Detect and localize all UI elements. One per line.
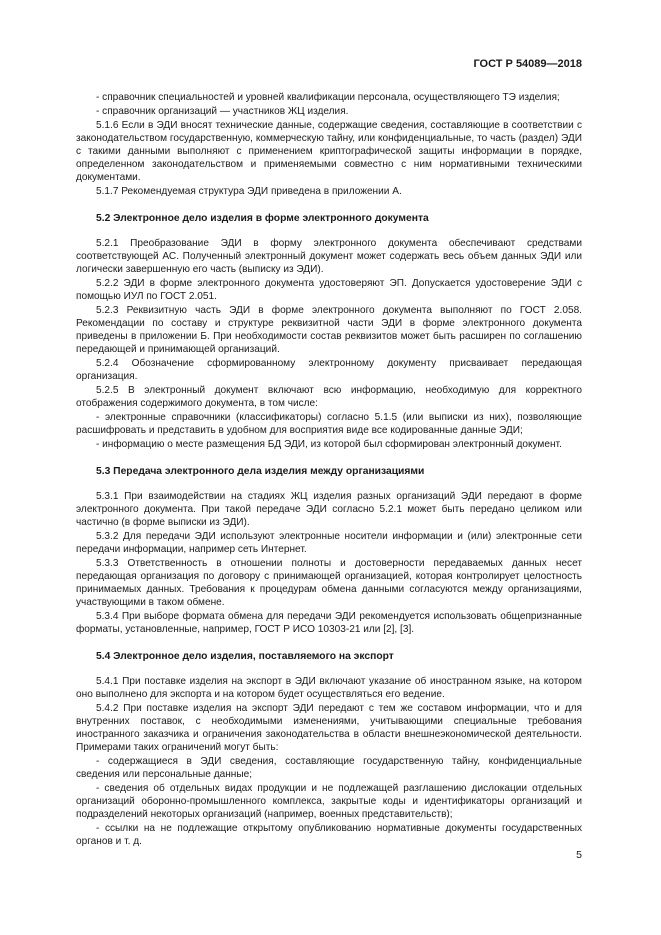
- paragraph: 5.3.4 При выборе формата обмена для передачи ЭДИ рекомендуется использовать общепризнанные форматы, установленные, например, ГОСТ Р ИСО 10303-21 или [2], [3].: [76, 611, 582, 635]
- section-heading: 5.3 Передача электронного дела изделия между организациями: [96, 466, 425, 477]
- section-heading: 5.2 Электронное дело изделия в форме электронного документа: [96, 213, 429, 224]
- paragraph: 5.2.4 Обозначение сформированному электронному документу присваивает передающая организация.: [76, 358, 582, 382]
- document-body: [76, 91, 582, 848]
- paragraph: 5.1.7 Рекомендуемая структура ЭДИ приведена в приложении А.: [96, 186, 402, 197]
- paragraph: 5.4.2 При поставке изделия на экспорт ЭДИ передают с тем же составом информации, что и для внутренних поставок, с необходимыми изменениями, учитывающими специальные требования иностранного заказчика и ограничения законодательства в области внешнеэкономической деятельности. Примерами таких ограничений могут быть:: [76, 703, 582, 753]
- paragraph: 5.1.6 Если в ЭДИ вносят технические данные, содержащие сведения, составляющие в соответствии с законодательством государственную, коммерческую тайну, или конфиденциальные, то часть (раздел) ЭДИ с такими данными выполняют с применением криптографической защиты информации в порядке, определенном законодательством и применяемыми совместно с ним нормативными техническими документами.: [76, 120, 582, 183]
- standard-designation: ГОСТ Р 54089—2018: [473, 58, 582, 70]
- list-item: - содержащиеся в ЭДИ сведения, составляющие государственную тайну, конфиденциальные сведения или персональные данные;: [76, 756, 582, 780]
- list-item: - ссылки на не подлежащие открытому опубликованию нормативные документы государственных органов и т. д.: [76, 823, 582, 847]
- paragraph: 5.2.2 ЭДИ в форме электронного документа удостоверяют ЭП. Допускается удостоверение ЭДИ с помощью ИУЛ по ГОСТ 2.051.: [76, 278, 582, 302]
- paragraph: 5.3.1 При взаимодействии на стадиях ЖЦ изделия разных организаций ЭДИ передают в форме электронного документа. При такой передаче ЭДИ согласно 5.2.1 может быть передано целиком или частично (в форме выписки из ЭДИ).: [76, 491, 582, 528]
- list-item: - справочник специальностей и уровней квалификации персонала, осуществляющего ТЭ изделия;: [96, 92, 560, 103]
- list-item: - электронные справочники (классификаторы) согласно 5.1.5 (или выписки из них), позволяющие расшифровать и представить в удобном для восприятия виде все кодированные данные ЭДИ;: [76, 412, 582, 436]
- list-item: - справочник организаций — участников ЖЦ изделия.: [96, 106, 349, 117]
- paragraph: 5.2.1 Преобразование ЭДИ в форму электронного документа обеспечивают средствами соответствующей АС. Полученный электронный документ может содержать весь объем данных ЭДИ или логически завершенную его часть (выписку из ЭДИ).: [76, 238, 582, 275]
- paragraph: 5.3.2 Для передачи ЭДИ используют электронные носители информации и (или) электронные сети передачи информации, например сеть Интернет.: [76, 531, 582, 555]
- paragraph: 5.2.5 В электронный документ включают всю информацию, необходимую для корректного отображения содержимого документа, в том числе:: [76, 385, 582, 409]
- paragraph: 5.4.1 При поставке изделия на экспорт в ЭДИ включают указание об иностранном языке, на котором оно выполнено для экспорта и на котором будет осуществляться его ведение.: [76, 676, 582, 700]
- list-item: - информацию о месте размещения БД ЭДИ, из которой был сформирован электронный документ.: [96, 439, 562, 450]
- list-item: - сведения об отдельных видах продукции и не подлежащей разглашению дислокации отдельных организаций оборонно-промышленного комплекса, закрытые коды и идентификаторы организаций и подразделений некоторых организаций (например, военных представительств);: [76, 783, 582, 820]
- paragraph: 5.2.3 Реквизитную часть ЭДИ в форме электронного документа выполняют по ГОСТ 2.058. Рекомендации по составу и структуре реквизитной части ЭДИ в форме электронного документа приведены в приложении Б. При необходимости состав реквизитов может быть расширен по соглашению передающей и принимающей организаций.: [76, 305, 582, 355]
- section-heading: 5.4 Электронное дело изделия, поставляемого на экспорт: [96, 651, 394, 662]
- paragraph: 5.3.3 Ответственность в отношении полноты и достоверности передаваемых данных несет передающая организация по договору с принимающей организацией, которая контролирует целостность принимаемых данных. Требования к процедурам обмена данными согласуются между организациями, участвующими в таком обмене.: [76, 558, 582, 608]
- page-number: 5: [576, 849, 582, 861]
